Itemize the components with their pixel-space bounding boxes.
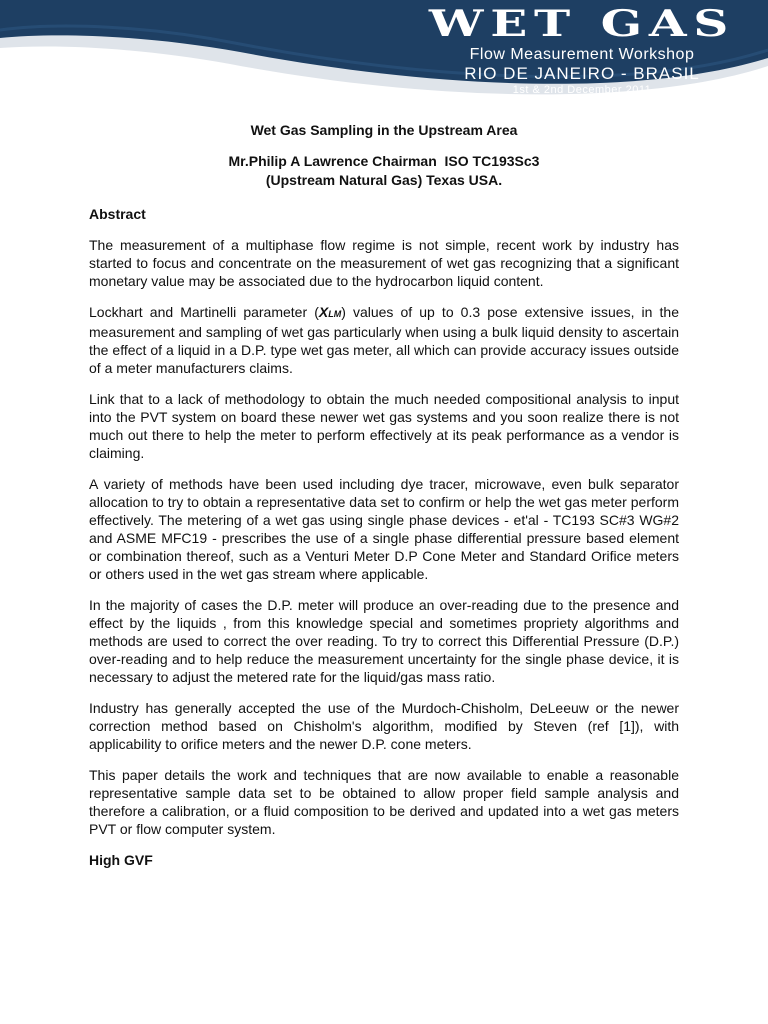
paragraph-1: The measurement of a multiphase flow regime is not simple, recent work by industry has started to focus and concentrate on the measurement of wet gas recognizing that a significant monetary value may be associated due to the hydrocarbon liquid content.	[89, 237, 679, 289]
workshop-logo	[428, 2, 736, 96]
author-line-1: Mr.Philip A Lawrence Chairman ISO TC193Sc3	[228, 153, 540, 169]
paragraph-4: A variety of methods have been used including dye tracer, microwave, even bulk separator allocation to try to obtain a representative data set to confirm or help the wet gas meter perform effectively. The metering of a wet gas using single phase devices - et'al - TC193 SC#3 WG#2 and ASME MFC19 - prescribes the use of a single phase differential pressure based element or combination thereof, such as a Venturi Meter D.P Cone Meter and Standard Orifice meters or others used in the wet gas stream where applicable.	[89, 476, 679, 582]
logo-title: WET GAS	[428, 3, 736, 45]
xlm-subscript: LM	[328, 309, 342, 319]
paragraph-7: This paper details the work and techniques that are now available to enable a reasonable representative sample data set to be obtained to allow proper field sample analysis and therefore a calibration, or a fluid composition to be derived and updated into a wet gas meters PVT or flow computer system.	[89, 767, 679, 837]
document-body	[89, 121, 679, 882]
paragraph-2	[89, 303, 679, 377]
paragraph-2-start: Lockhart and Martinelli parameter (	[89, 304, 319, 320]
paragraph-6: Industry has generally accepted the use of the Murdoch-Chisholm, DeLeeuw or the newer correction method based on Chisholm's algorithm, modified by Steven (ref [1]), with applicability to orifice meters and the newer D.P. cone meters.	[89, 700, 679, 752]
logo-dates: 1st & 2nd December 2011	[512, 84, 652, 96]
xlm-symbol: X	[318, 304, 329, 320]
abstract-heading: Abstract	[89, 206, 146, 222]
section-heading-high-gvf: High GVF	[89, 852, 153, 868]
header-banner	[0, 0, 768, 110]
paragraph-5: In the majority of cases the D.P. meter will produce an over-reading due to the presence and effect by the liquids , from this knowledge special and sometimes propriety algorithms and methods are used to correct the over reading. To try to correct this Differential Pressure (D.P.) over-reading and to help reduce the measurement uncertainty for the single phase device, it is necessary to adjust the metered rate for the liquid/gas mass ratio.	[89, 597, 679, 685]
paragraph-2-end: ) values of up to 0.3 pose extensive issues, in the measurement and sampling of wet gas particularly when using a bulk liquid density to ascertain the effect of a liquid in a D.P. type wet gas meter, all which can provide accuracy issues outside of a meter manufacturers claims.	[89, 304, 679, 376]
paragraph-3: Link that to a lack of methodology to obtain the much needed compositional analysis to input into the PVT system on board these newer wet gas systems and you soon realize there is not much out there to help the meter to perform effectively at its peak performance as a vendor is claiming.	[89, 391, 679, 461]
author-line-2: (Upstream Natural Gas) Texas USA.	[265, 172, 503, 188]
logo-subtitle: Flow Measurement Workshop	[469, 46, 695, 63]
logo-location: RIO DE JANEIRO - BRASIL	[464, 64, 700, 83]
author-block	[89, 152, 679, 190]
paper-title: Wet Gas Sampling in the Upstream Area	[250, 122, 518, 138]
